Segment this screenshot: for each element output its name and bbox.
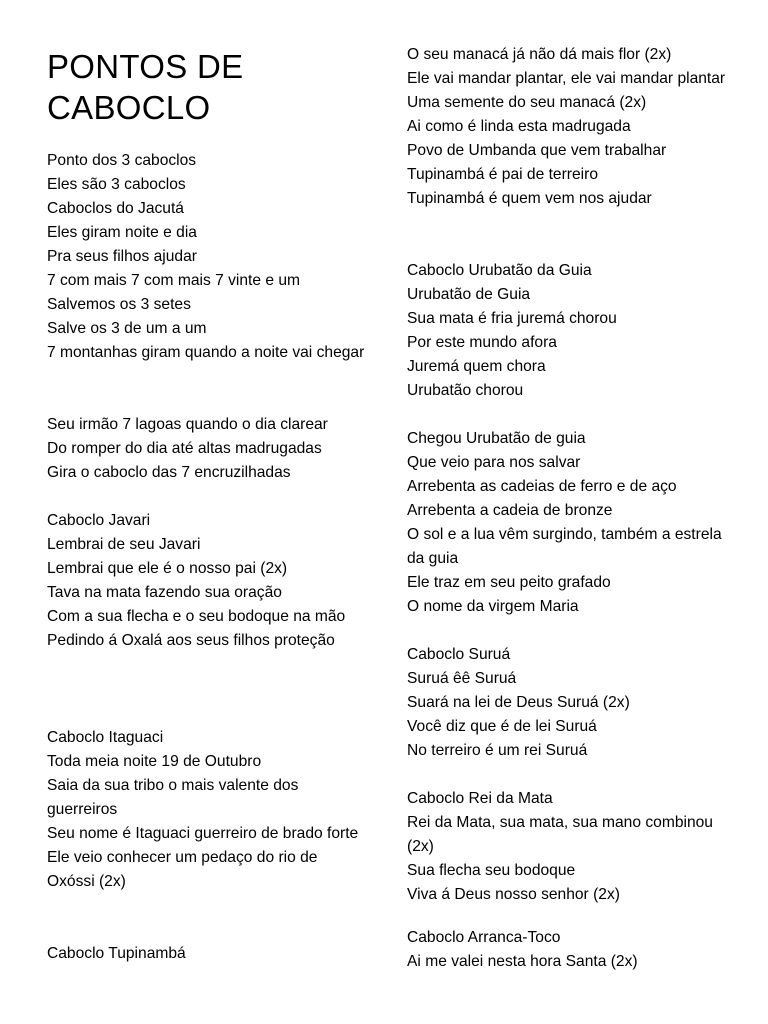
verse-line: Tupinambá é pai de terreiro bbox=[407, 166, 598, 183]
verse-line: Caboclo Urubatão da Guia bbox=[407, 262, 592, 279]
verse-line: 7 montanhas giram quando a noite vai chegar bbox=[47, 344, 365, 361]
stanza bbox=[407, 259, 727, 403]
verse-line: Ele traz em seu peito grafado bbox=[407, 574, 611, 591]
verse-line: Eles giram noite e dia bbox=[47, 224, 197, 241]
verse-line: Urubatão chorou bbox=[407, 382, 524, 399]
verse-line: 7 com mais 7 com mais 7 vinte e um bbox=[47, 272, 301, 289]
stanza bbox=[47, 726, 367, 894]
verse-line: Eles são 3 caboclos bbox=[47, 176, 186, 193]
verse-line: Ele veio conhecer um pedaço do rio de Oxóssi (2x) bbox=[47, 849, 318, 890]
document-title: PONTOS DE CABOCLO bbox=[47, 48, 244, 126]
verse-line: Salvemos os 3 setes bbox=[47, 296, 191, 313]
verse-line: Pedindo á Oxalá aos seus filhos proteção bbox=[47, 632, 335, 649]
verse-line: Lembrai de seu Javari bbox=[47, 536, 201, 553]
stanza bbox=[47, 413, 367, 485]
verse-line: Que veio para nos salvar bbox=[407, 454, 581, 471]
verse-line: Caboclo Suruá bbox=[407, 646, 511, 663]
verse-line: Suruá êê Suruá bbox=[407, 670, 517, 687]
verse-line: Caboclo Rei da Mata bbox=[407, 790, 553, 807]
verse-line: Chegou Urubatão de guia bbox=[407, 430, 586, 447]
verse-line: No terreiro é um rei Suruá bbox=[407, 742, 588, 759]
stanza bbox=[407, 643, 727, 763]
verse-line: Urubatão de Guia bbox=[407, 286, 531, 303]
verse-line: Do romper do dia até altas madrugadas bbox=[47, 440, 322, 457]
verse-line: Com a sua flecha e o seu bodoque na mão bbox=[47, 608, 346, 625]
verse-line: Arrebenta as cadeias de ferro e de aço bbox=[407, 478, 677, 495]
stanza bbox=[407, 43, 727, 211]
verse-line: Seu irmão 7 lagoas quando o dia clarear bbox=[47, 416, 328, 433]
verse-line: O sol e a lua vêm surgindo, também a estrela da guia bbox=[407, 526, 722, 567]
verse-line: Caboclo Tupinambá bbox=[47, 945, 186, 962]
verse-line: Ai me valei nesta hora Santa (2x) bbox=[407, 953, 638, 970]
verse-line: Povo de Umbanda que vem trabalhar bbox=[407, 142, 667, 159]
verse-line: Por este mundo afora bbox=[407, 334, 557, 351]
stanza bbox=[47, 509, 367, 653]
verse-line: Caboclo Arranca-Toco bbox=[407, 929, 561, 946]
verse-line: Gira o caboclo das 7 encruzilhadas bbox=[47, 464, 291, 481]
verse-line: Ai como é linda esta madrugada bbox=[407, 118, 631, 135]
verse-line: Ele vai mandar plantar, ele vai mandar plantar bbox=[407, 70, 726, 87]
verse-line: Toda meia noite 19 de Outubro bbox=[47, 753, 262, 770]
verse-line: Salve os 3 de um a um bbox=[47, 320, 207, 337]
verse-line: Lembrai que ele é o nosso pai (2x) bbox=[47, 560, 288, 577]
stanza bbox=[47, 942, 367, 966]
verse-line: Sua flecha seu bodoque bbox=[407, 862, 576, 879]
verse-line: Viva á Deus nosso senhor (2x) bbox=[407, 886, 620, 903]
stanza bbox=[407, 427, 727, 619]
verse-line: Arrebenta a cadeia de bronze bbox=[407, 502, 613, 519]
verse-line: O seu manacá já não dá mais flor (2x) bbox=[407, 46, 672, 63]
stanza bbox=[47, 149, 367, 365]
verse-line: Caboclo Javari bbox=[47, 512, 151, 529]
verse-line: Tupinambá é quem vem nos ajudar bbox=[407, 190, 652, 207]
verse-line: Saia da sua tribo o mais valente dos guerreiros bbox=[47, 777, 299, 818]
verse-line: Rei da Mata, sua mata, sua mano combinou (2x) bbox=[407, 814, 713, 855]
verse-line: Caboclos do Jacutá bbox=[47, 200, 184, 217]
verse-line: Sua mata é fria juremá chorou bbox=[407, 310, 617, 327]
verse-line: Tava na mata fazendo sua oração bbox=[47, 584, 282, 601]
verse-line: Você diz que é de lei Suruá bbox=[407, 718, 597, 735]
verse-line: Juremá quem chora bbox=[407, 358, 546, 375]
verse-line: Uma semente do seu manacá (2x) bbox=[407, 94, 647, 111]
stanza bbox=[407, 926, 727, 974]
verse-line: Ponto dos 3 caboclos bbox=[47, 152, 197, 169]
verse-line: Suará na lei de Deus Suruá (2x) bbox=[407, 694, 630, 711]
verse-line: Seu nome é Itaguaci guerreiro de brado forte bbox=[47, 825, 359, 842]
verse-line: Caboclo Itaguaci bbox=[47, 729, 164, 746]
verse-line: O nome da virgem Maria bbox=[407, 598, 579, 615]
verse-line: Pra seus filhos ajudar bbox=[47, 248, 197, 265]
stanza bbox=[407, 787, 727, 907]
